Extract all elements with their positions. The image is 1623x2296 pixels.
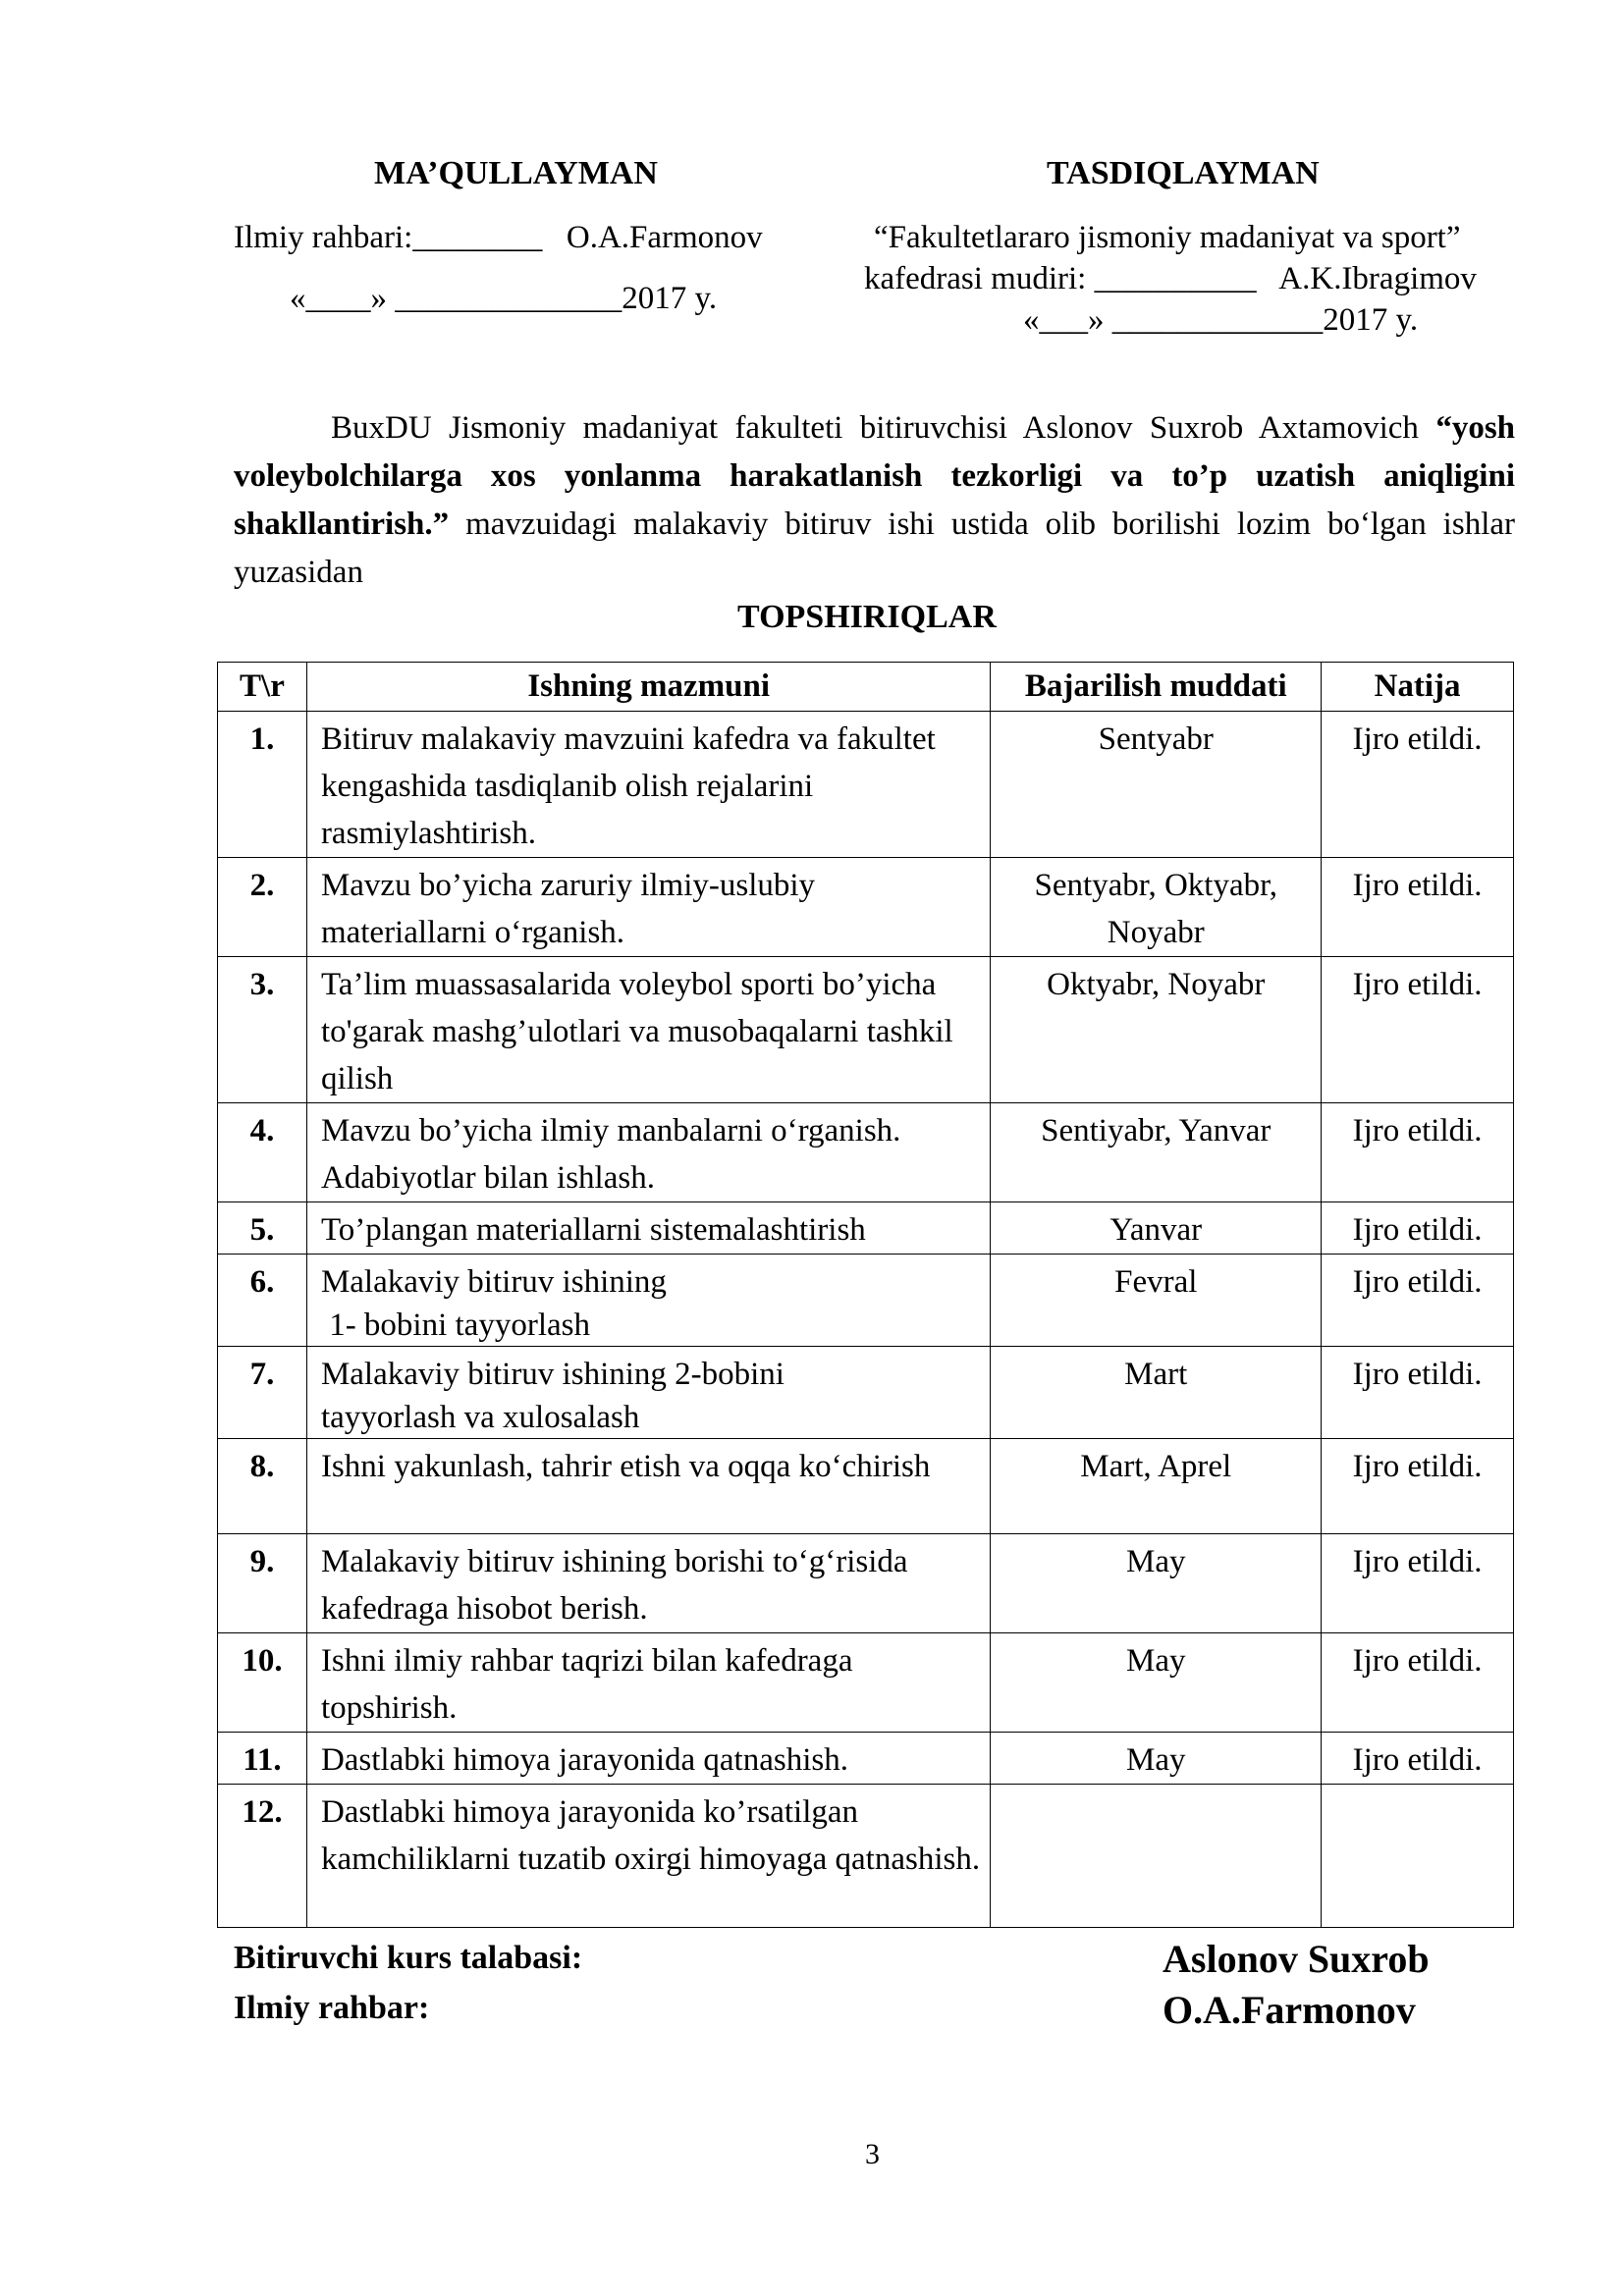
- row-result: Ijro etildi.: [1322, 1202, 1514, 1255]
- row-content: Ishni ilmiy rahbar taqrizi bilan kafedraga topshirish.: [306, 1633, 990, 1733]
- row-content: Mavzu bo’yicha zaruriy ilmiy-uslubiy materiallarni o‘rganish.: [306, 858, 990, 957]
- row-deadline: Fevral: [991, 1255, 1322, 1347]
- table-row: [218, 1633, 1514, 1733]
- row-content: Bitiruv malakaviy mavzuini kafedra va fakultet kengashida tasdiqlanib olish rejalarini rasmiylashtirish.: [306, 712, 990, 858]
- row-content: Mavzu bo’yicha ilmiy manbalarni o‘rganish. Adabiyotlar bilan ishlash.: [306, 1103, 990, 1202]
- row-result: Ijro etildi.: [1322, 1439, 1514, 1534]
- table-row: [218, 1347, 1514, 1439]
- advisor-signature-line: [234, 214, 763, 262]
- tasks-table: [217, 662, 1514, 1928]
- row-deadline: Sentyabr: [991, 712, 1322, 858]
- head-name: A.K.Ibragimov: [1278, 261, 1477, 296]
- head-label: kafedrasi mudiri: __________: [864, 261, 1257, 296]
- row-content: [306, 1347, 990, 1439]
- intro-part1: BuxDU Jismoniy madaniyat fakulteti bitiruvchisi Aslonov Suxrob Axtamovich: [331, 410, 1419, 446]
- row-content-line1: Malakaviy bitiruv ishining 2-bobini: [320, 1357, 784, 1392]
- table-header-row: [218, 663, 1514, 712]
- table-row: [218, 1733, 1514, 1785]
- row-deadline: May: [991, 1733, 1322, 1785]
- row-deadline: [991, 1785, 1322, 1928]
- row-deadline: May: [991, 1633, 1322, 1733]
- row-number: 9.: [218, 1534, 307, 1633]
- row-deadline: Sentyabr, Oktyabr, Noyabr: [991, 858, 1322, 957]
- section-title: TOPSHIRIQLAR: [737, 599, 997, 635]
- intro-topic: “yosh voleybolchilarga xos yonlanma harakatlanish tezkorligi va to’p uzatish aniqligini shakllantirish.”: [234, 410, 1516, 542]
- row-content-line2: tayyorlash va xulosalash: [320, 1400, 640, 1435]
- row-result: Ijro etildi.: [1322, 1733, 1514, 1785]
- row-result: Ijro etildi.: [1322, 957, 1514, 1103]
- row-result: Ijro etildi.: [1322, 858, 1514, 957]
- table-row: [218, 1534, 1514, 1633]
- row-result: [1322, 1785, 1514, 1928]
- approval-title-left: MA’QULLAYMAN: [374, 155, 658, 191]
- row-deadline: Sentiyabr, Yanvar: [991, 1103, 1322, 1202]
- table-row: [218, 1785, 1514, 1928]
- header-number: T\r: [218, 663, 307, 712]
- approval-title-right: TASDIQLAYMAN: [1047, 155, 1320, 191]
- row-number: 1.: [218, 712, 307, 858]
- row-deadline: Mart, Aprel: [991, 1439, 1322, 1534]
- row-result: Ijro etildi.: [1322, 712, 1514, 858]
- left-date-line: «____» ______________2017 y.: [290, 281, 718, 316]
- row-content: Ishni yakunlash, tahrir etish va oqqa ko‘chirish: [306, 1439, 990, 1534]
- header-result: Natija: [1322, 663, 1514, 712]
- row-content: Dastlabki himoya jarayonida qatnashish.: [306, 1733, 990, 1785]
- advisor-label-footer: Ilmiy rahbar:: [234, 1990, 430, 2026]
- table-row: [218, 1103, 1514, 1202]
- row-result: Ijro etildi.: [1322, 1255, 1514, 1347]
- row-content-line2: 1- bobini tayyorlash: [320, 1308, 590, 1343]
- row-number: 5.: [218, 1202, 307, 1255]
- row-deadline: Yanvar: [991, 1202, 1322, 1255]
- row-number: 6.: [218, 1255, 307, 1347]
- student-name: Aslonov Suxrob: [1163, 1937, 1430, 1981]
- right-date-line: «___» _____________2017 y.: [1023, 302, 1419, 338]
- student-label: Bitiruvchi kurs talabasi:: [234, 1940, 583, 1976]
- row-number: 12.: [218, 1785, 307, 1928]
- advisor-label: Ilmiy rahbari:________: [234, 220, 543, 255]
- page-number: 3: [865, 2138, 880, 2170]
- row-content: Dastlabki himoya jarayonida ko’rsatilgan kamchiliklarni tuzatib oxirgi himoyaga qatnashish.: [306, 1785, 990, 1928]
- advisor-name-footer: O.A.Farmonov: [1163, 1988, 1416, 2032]
- row-result: Ijro etildi.: [1322, 1633, 1514, 1733]
- row-number: 7.: [218, 1347, 307, 1439]
- row-result: Ijro etildi.: [1322, 1347, 1514, 1439]
- row-content: Ta’lim muassasalarida voleybol sporti bo’yicha to'garak mashg’ulotlari va musobaqalarni tashkil qilish: [306, 957, 990, 1103]
- table-row: [218, 1255, 1514, 1347]
- row-result: Ijro etildi.: [1322, 1103, 1514, 1202]
- row-number: 4.: [218, 1103, 307, 1202]
- table-row: [218, 1439, 1514, 1534]
- row-deadline: Mart: [991, 1347, 1322, 1439]
- row-deadline: May: [991, 1534, 1322, 1633]
- header-content: Ishning mazmuni: [306, 663, 990, 712]
- row-number: 10.: [218, 1633, 307, 1733]
- department-name: “Fakultetlararo jismoniy madaniyat va sport”: [874, 220, 1461, 255]
- table-row: [218, 1202, 1514, 1255]
- row-deadline: Oktyabr, Noyabr: [991, 957, 1322, 1103]
- row-number: 2.: [218, 858, 307, 957]
- advisor-name: O.A.Farmonov: [566, 220, 763, 255]
- intro-paragraph: [234, 404, 1515, 597]
- table-row: [218, 858, 1514, 957]
- row-content: [306, 1255, 990, 1347]
- header-deadline: Bajarilish muddati: [991, 663, 1322, 712]
- row-number: 11.: [218, 1733, 307, 1785]
- intro-part2: mavzuidagi malakaviy bitiruv ishi ustida olib borilishi lozim bo‘lgan ishlar yuzasidan: [234, 507, 1515, 590]
- table-row: [218, 957, 1514, 1103]
- row-number: 8.: [218, 1439, 307, 1534]
- row-content: Malakaviy bitiruv ishining borishi to‘g‘risida kafedraga hisobot berish.: [306, 1534, 990, 1633]
- row-content-line1: Malakaviy bitiruv ishining: [320, 1264, 667, 1300]
- row-number: 3.: [218, 957, 307, 1103]
- row-content: To’plangan materiallarni sistemalashtirish: [306, 1202, 990, 1255]
- table-row: [218, 712, 1514, 858]
- row-result: Ijro etildi.: [1322, 1534, 1514, 1633]
